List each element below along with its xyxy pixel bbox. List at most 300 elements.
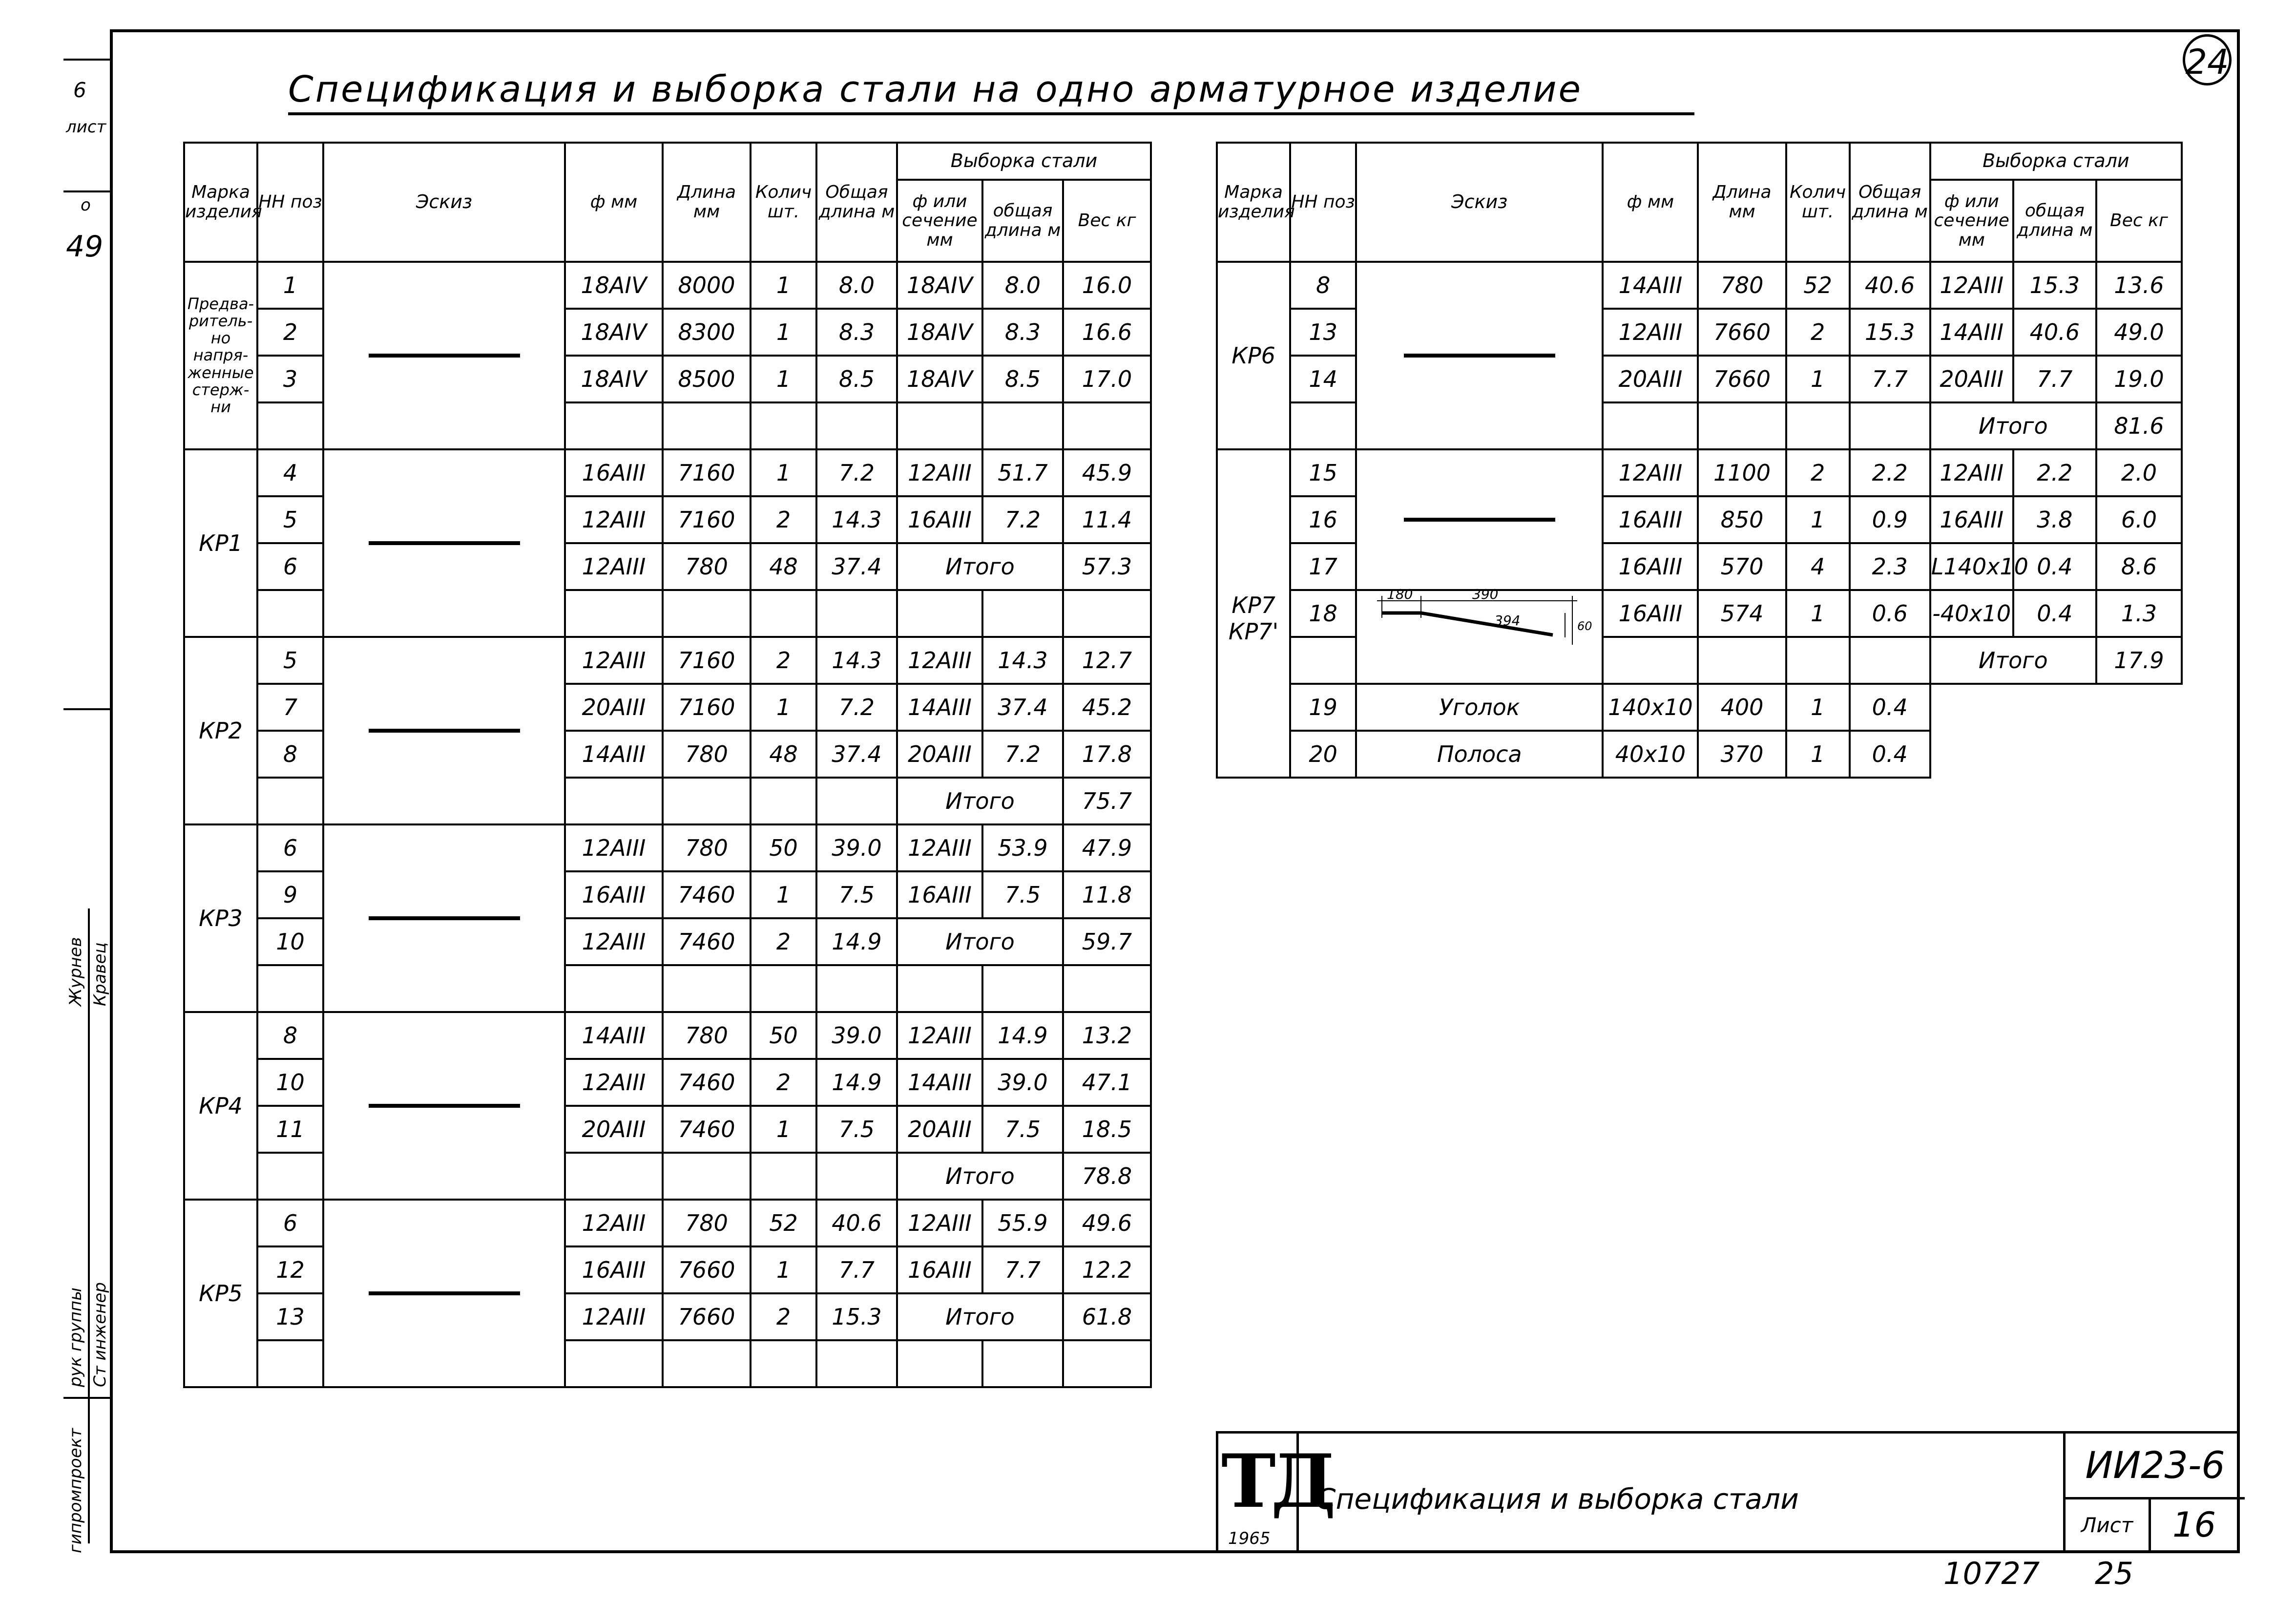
cell-pos: 9: [257, 871, 323, 918]
cell-length: 7660: [1698, 309, 1786, 356]
cell-phi: 16AIII: [565, 1246, 663, 1293]
footer-number-2: 25: [2095, 1556, 2133, 1591]
table-row: [184, 1012, 1151, 1059]
cell-length: 780: [663, 731, 751, 778]
dim-60: 60: [1577, 619, 1592, 633]
header-vyborka: Выборка стали: [897, 143, 1151, 180]
cell-pos: 8: [257, 731, 323, 778]
bent-bar-slope: [1421, 613, 1553, 635]
cell-total-length: [816, 778, 897, 824]
cell-length: 8000: [663, 262, 751, 309]
cell-length: 7460: [663, 1106, 751, 1153]
cell-itogo: Итого: [897, 543, 1063, 590]
cell-v-weight: 47.9: [1063, 824, 1151, 871]
cell-length: 7460: [663, 918, 751, 965]
cell-phi: 14AIII: [1603, 262, 1698, 309]
cell-v-length: 3.8: [2013, 496, 2096, 543]
bent-bar-sketch: [1362, 586, 1597, 654]
strip-divider: [88, 908, 90, 1543]
cell-v-weight: 59.7: [1063, 918, 1151, 965]
cell-pos: [1290, 402, 1356, 449]
cell-phi: 18AIV: [565, 356, 663, 402]
header-phi: ф мм: [1603, 143, 1698, 262]
cell-qty: 1: [751, 262, 816, 309]
cell-phi: 12AIII: [1603, 449, 1698, 496]
cell-v-length: [982, 1340, 1063, 1387]
cell-qty: 1: [751, 1106, 816, 1153]
cell-itogo: Итого: [1930, 637, 2096, 684]
cell-phi: 14AIII: [565, 1012, 663, 1059]
cell-phi: 18AIV: [565, 309, 663, 356]
cell-total-length: 40.6: [1850, 262, 1930, 309]
cell-v-weight: 49.6: [1063, 1200, 1151, 1246]
cell-qty: [751, 590, 816, 637]
cell-qty: 2: [751, 1059, 816, 1106]
cell-total-length: 7.7: [1850, 356, 1930, 402]
cell-itogo: Итого: [1930, 402, 2096, 449]
header-marka: Марка изделия: [184, 143, 257, 262]
cell-phi: 12AIII: [565, 1293, 663, 1340]
cell-total-length: 14.9: [816, 1059, 897, 1106]
cell-sketch: [1356, 262, 1603, 449]
cell-pos: 13: [257, 1293, 323, 1340]
cell-v-length: [982, 402, 1063, 449]
footer-number-1: 10727: [1943, 1556, 2040, 1591]
cell-v-length: 51.7: [982, 449, 1063, 496]
cell-qty: 1: [1786, 356, 1850, 402]
header-phi: ф мм: [565, 143, 663, 262]
cell-v-section: 12AIII: [1930, 449, 2013, 496]
straight-bar-sketch: [369, 1291, 520, 1295]
cell-total-length: 7.7: [816, 1246, 897, 1293]
cell-length: [663, 402, 751, 449]
group-mark: КР3: [184, 824, 257, 1012]
spec-table-left: [183, 142, 1152, 1388]
table-row: [184, 824, 1151, 871]
cell-phi: 12AIII: [1603, 309, 1698, 356]
dim-394: 394: [1494, 612, 1521, 629]
cell-total-length: 15.3: [816, 1293, 897, 1340]
cell-v-weight: 19.0: [2096, 356, 2182, 402]
cell-qty: 2: [1786, 309, 1850, 356]
cell-sketch-bent: [1356, 586, 1603, 684]
cell-pos: 10: [257, 918, 323, 965]
cell-qty: 52: [751, 1200, 816, 1246]
straight-bar-sketch: [369, 541, 520, 545]
cell-phi: [565, 1153, 663, 1200]
cell-v-length: 7.7: [2013, 356, 2096, 402]
cell-total-length: [816, 1153, 897, 1200]
cell-length: 780: [663, 824, 751, 871]
cell-length: [1698, 637, 1786, 684]
cell-qty: 1: [751, 309, 816, 356]
cell-total-length: [816, 965, 897, 1012]
table-row: [1217, 684, 2182, 731]
table-row: [1217, 590, 2182, 637]
cell-qty: 48: [751, 731, 816, 778]
cell-phi: 12AIII: [565, 1200, 663, 1246]
strip-label-3: о: [81, 195, 91, 215]
cell-pos: 7: [257, 684, 323, 731]
cell-v-weight: 16.6: [1063, 309, 1151, 356]
header-vyborka: Выборка стали: [1930, 143, 2182, 180]
cell-phi: [565, 778, 663, 824]
cell-pos: [1290, 637, 1356, 684]
cell-v-weight: 78.8: [1063, 1153, 1151, 1200]
cell-sketch: [323, 262, 565, 449]
cell-pos: 5: [257, 496, 323, 543]
cell-total-length: 0.4: [1850, 684, 1930, 731]
cell-v-length: 14.3: [982, 637, 1063, 684]
header-qty: Колич шт.: [751, 143, 816, 262]
cell-length: 370: [1698, 731, 1786, 778]
cell-v-length: 7.7: [982, 1246, 1063, 1293]
cell-qty: 1: [751, 684, 816, 731]
cell-phi: [1603, 637, 1698, 684]
cell-v-weight: [1063, 1340, 1151, 1387]
cell-total-length: 37.4: [816, 543, 897, 590]
cell-v-section: 18AIV: [897, 262, 982, 309]
group-mark: КР6: [1217, 262, 1290, 449]
cell-phi: 12AIII: [565, 918, 663, 965]
header-length: Длина мм: [1698, 143, 1786, 262]
cell-total-length: 15.3: [1850, 309, 1930, 356]
cell-v-length: 53.9: [982, 824, 1063, 871]
cell-v-length: 0.4: [2013, 543, 2096, 590]
cell-pos: 18: [1290, 590, 1356, 637]
header-v-section: ф или сечение мм: [897, 180, 982, 262]
cell-pos: [257, 590, 323, 637]
strip-name-1: Журнев: [66, 937, 85, 1006]
group-mark-kr7-prime: КР7': [1228, 618, 1279, 645]
cell-v-weight: 11.8: [1063, 871, 1151, 918]
header-v-weight: Вес кг: [1063, 180, 1151, 262]
cell-v-section: 12AIII: [897, 637, 982, 684]
cell-pos: 11: [257, 1106, 323, 1153]
cell-length: [663, 965, 751, 1012]
cell-phi: 20AIII: [565, 684, 663, 731]
cell-total-length: 14.3: [816, 496, 897, 543]
cell-v-weight: 13.2: [1063, 1012, 1151, 1059]
cell-qty: 1: [1786, 684, 1850, 731]
dim-390: 390: [1472, 586, 1499, 602]
cell-length: 780: [663, 543, 751, 590]
cell-phi: 18AIV: [565, 262, 663, 309]
cell-length: 7160: [663, 684, 751, 731]
cell-v-weight: 45.9: [1063, 449, 1151, 496]
cell-pos: 12: [257, 1246, 323, 1293]
cell-v-length: 7.5: [982, 1106, 1063, 1153]
cell-v-section: [897, 1340, 982, 1387]
cell-phi: [1603, 402, 1698, 449]
strip-label-4: 49: [66, 230, 104, 264]
cell-v-section: [897, 402, 982, 449]
cell-total-length: 7.5: [816, 871, 897, 918]
cell-total-length: 0.9: [1850, 496, 1930, 543]
cell-phi: 16AIII: [565, 449, 663, 496]
cell-sketch: [323, 1012, 565, 1200]
cell-v-length: 8.3: [982, 309, 1063, 356]
cell-qty: [751, 1340, 816, 1387]
cell-v-weight: 81.6: [2096, 402, 2182, 449]
cell-phi: 12AIII: [565, 543, 663, 590]
cell-total-length: 2.2: [1850, 449, 1930, 496]
cell-qty: 2: [751, 496, 816, 543]
cell-phi: 16AIII: [1603, 543, 1698, 590]
cell-pos: 19: [1290, 684, 1356, 731]
cell-v-weight: 1.3: [2096, 590, 2182, 637]
cell-qty: 1: [751, 871, 816, 918]
group-mark: КР1: [184, 449, 257, 637]
cell-total-length: 14.3: [816, 637, 897, 684]
sheet-number: 24: [2183, 34, 2232, 85]
cell-length: 7160: [663, 449, 751, 496]
cell-length: 7660: [1698, 356, 1786, 402]
cell-phi: 40x10: [1603, 731, 1698, 778]
cell-v-section: 12AIII: [897, 1200, 982, 1246]
cell-total-length: 7.5: [816, 1106, 897, 1153]
cell-qty: 48: [751, 543, 816, 590]
cell-total-length: 7.2: [816, 449, 897, 496]
straight-bar-sketch: [369, 729, 520, 733]
straight-bar-sketch: [1404, 354, 1555, 358]
cell-length: 7160: [663, 637, 751, 684]
cell-length: 1100: [1698, 449, 1786, 496]
cell-v-section: 12AIII: [897, 824, 982, 871]
table-row: [184, 262, 1151, 309]
cell-sketch: [323, 449, 565, 637]
cell-v-section: 16AIII: [897, 1246, 982, 1293]
title-block-list-label: Лист: [2063, 1497, 2151, 1553]
cell-phi: [565, 402, 663, 449]
cell-sketch: [323, 637, 565, 824]
cell-total-length: [816, 1340, 897, 1387]
cell-total-length: 39.0: [816, 824, 897, 871]
spec-table-right: [1216, 142, 2183, 779]
strip-org: гипромпроект: [66, 1428, 85, 1553]
header-row: [184, 143, 1151, 180]
cell-length: [1698, 402, 1786, 449]
cell-phi: [565, 965, 663, 1012]
header-pos: НН поз: [257, 143, 323, 262]
cell-v-section: 14AIII: [1930, 309, 2013, 356]
cell-total-length: [1850, 402, 1930, 449]
cell-v-length: 7.5: [982, 871, 1063, 918]
cell-length: 7460: [663, 1059, 751, 1106]
cell-qty: 1: [751, 1246, 816, 1293]
cell-v-empty: [1930, 684, 2182, 778]
cell-qty: 52: [1786, 262, 1850, 309]
cell-v-weight: 18.5: [1063, 1106, 1151, 1153]
cell-qty: 1: [1786, 590, 1850, 637]
cell-pos: 14: [1290, 356, 1356, 402]
cell-total-length: 7.2: [816, 684, 897, 731]
group-mark: Предва- ритель- но напря- женные стерж- ни: [184, 262, 257, 449]
cell-v-weight: 11.4: [1063, 496, 1151, 543]
cell-v-section: 12AIII: [897, 1012, 982, 1059]
header-v-length: общая длина м: [982, 180, 1063, 262]
cell-pos: 6: [257, 1200, 323, 1246]
cell-phi: [565, 590, 663, 637]
strip-line: [63, 1397, 110, 1399]
cell-v-weight: 6.0: [2096, 496, 2182, 543]
table-row: [184, 449, 1151, 496]
cell-v-length: 0.4: [2013, 590, 2096, 637]
cell-phi: [565, 1340, 663, 1387]
cell-v-length: 55.9: [982, 1200, 1063, 1246]
straight-bar-sketch: [369, 1104, 520, 1108]
cell-v-weight: 49.0: [2096, 309, 2182, 356]
cell-pos: [257, 965, 323, 1012]
cell-itogo: Итого: [897, 918, 1063, 965]
cell-total-length: 8.5: [816, 356, 897, 402]
cell-v-weight: 61.8: [1063, 1293, 1151, 1340]
cell-v-section: 14AIII: [897, 684, 982, 731]
cell-length: 7160: [663, 496, 751, 543]
cell-v-length: 7.2: [982, 496, 1063, 543]
cell-v-weight: [1063, 402, 1151, 449]
group-mark-kr7: КР7: [1231, 592, 1275, 618]
cell-pos: 20: [1290, 731, 1356, 778]
cell-total-length: 0.4: [1850, 731, 1930, 778]
cell-v-section: 16AIII: [897, 496, 982, 543]
cell-total-length: [1850, 637, 1930, 684]
cell-v-section: [897, 590, 982, 637]
cell-v-weight: 13.6: [2096, 262, 2182, 309]
cell-length: 780: [1698, 262, 1786, 309]
cell-total-length: [816, 402, 897, 449]
page-title: Спецификация и выборка стали на одно арматурное изделие: [288, 68, 1694, 115]
title-block-code: ИИ23-6: [2063, 1434, 2245, 1499]
cell-v-length: 8.0: [982, 262, 1063, 309]
cell-v-weight: 17.9: [2096, 637, 2182, 684]
cell-v-weight: 17.8: [1063, 731, 1151, 778]
header-v-section: ф или сечение мм: [1930, 180, 2013, 262]
cell-total-length: 2.3: [1850, 543, 1930, 590]
cell-qty: 50: [751, 824, 816, 871]
cell-length: 570: [1698, 543, 1786, 590]
cell-v-weight: 45.2: [1063, 684, 1151, 731]
cell-sketch-text: Уголок: [1356, 684, 1603, 731]
straight-bar-sketch: [1404, 518, 1555, 522]
cell-v-length: 2.2: [2013, 449, 2096, 496]
cell-length: [663, 1153, 751, 1200]
cell-qty: 1: [751, 449, 816, 496]
cell-phi: 20AIII: [565, 1106, 663, 1153]
title-block-title: Спецификация и выборка стали: [1316, 1482, 1799, 1516]
cell-pos: 15: [1290, 449, 1356, 496]
cell-pos: 16: [1290, 496, 1356, 543]
group-mark: КР5: [184, 1200, 257, 1387]
cell-v-weight: 8.6: [2096, 543, 2182, 590]
cell-qty: 2: [751, 918, 816, 965]
cell-v-weight: 12.7: [1063, 637, 1151, 684]
cell-v-weight: 57.3: [1063, 543, 1151, 590]
cell-pos: 17: [1290, 543, 1356, 590]
cell-phi: 12AIII: [565, 496, 663, 543]
cell-v-section: 12AIII: [897, 449, 982, 496]
cell-v-section: 12AIII: [1930, 262, 2013, 309]
cell-pos: 8: [1290, 262, 1356, 309]
cell-pos: [257, 1153, 323, 1200]
group-mark: КР2: [184, 637, 257, 824]
straight-bar-sketch: [369, 354, 520, 358]
cell-v-section: 18AIV: [897, 309, 982, 356]
cell-v-weight: 2.0: [2096, 449, 2182, 496]
cell-length: 7660: [663, 1246, 751, 1293]
cell-v-weight: 16.0: [1063, 262, 1151, 309]
cell-length: 574: [1698, 590, 1786, 637]
cell-v-section: L140x10: [1930, 543, 2013, 590]
cell-length: 780: [663, 1012, 751, 1059]
cell-pos: 10: [257, 1059, 323, 1106]
cell-pos: 2: [257, 309, 323, 356]
strip-label-1: 6: [73, 78, 86, 102]
cell-total-length: 37.4: [816, 731, 897, 778]
cell-v-weight: 12.2: [1063, 1246, 1151, 1293]
dim-180: 180: [1386, 586, 1413, 602]
cell-pos: [257, 778, 323, 824]
cell-v-weight: 17.0: [1063, 356, 1151, 402]
cell-qty: [751, 778, 816, 824]
cell-phi: 12AIII: [565, 637, 663, 684]
header-row: [1217, 143, 2182, 180]
cell-v-length: 14.9: [982, 1012, 1063, 1059]
cell-pos: 5: [257, 637, 323, 684]
cell-qty: 2: [751, 637, 816, 684]
cell-v-section: 16AIII: [1930, 496, 2013, 543]
cell-v-weight: 47.1: [1063, 1059, 1151, 1106]
cell-qty: [1786, 402, 1850, 449]
cell-v-length: 37.4: [982, 684, 1063, 731]
cell-pos: 8: [257, 1012, 323, 1059]
cell-v-section: [897, 965, 982, 1012]
cell-qty: 2: [1786, 449, 1850, 496]
cell-phi: 16AIII: [1603, 496, 1698, 543]
cell-phi: 14AIII: [565, 731, 663, 778]
cell-total-length: 8.0: [816, 262, 897, 309]
cell-itogo: Итого: [897, 1153, 1063, 1200]
cell-v-length: [982, 965, 1063, 1012]
cell-pos: 1: [257, 262, 323, 309]
cell-length: 850: [1698, 496, 1786, 543]
cell-phi: 16AIII: [565, 871, 663, 918]
cell-v-weight: [1063, 965, 1151, 1012]
cell-v-section: 16AIII: [897, 871, 982, 918]
cell-phi: 140x10: [1603, 684, 1698, 731]
cell-sketch: [1356, 449, 1603, 590]
cell-v-section: 14AIII: [897, 1059, 982, 1106]
cell-qty: [1786, 637, 1850, 684]
cell-v-section: 20AIII: [897, 1106, 982, 1153]
straight-bar-sketch: [369, 916, 520, 920]
header-pos: НН поз: [1290, 143, 1356, 262]
cell-v-length: 8.5: [982, 356, 1063, 402]
strip-line: [63, 59, 110, 61]
cell-total-length: 39.0: [816, 1012, 897, 1059]
group-mark: [1217, 449, 1290, 778]
strip-role-1: рук группы: [66, 1287, 85, 1387]
cell-phi: 16AIII: [1603, 590, 1698, 637]
header-total-length: Общая длина м: [816, 143, 897, 262]
table-row: [1217, 449, 2182, 496]
cell-v-weight: [1063, 590, 1151, 637]
cell-v-length: 39.0: [982, 1059, 1063, 1106]
cell-pos: 3: [257, 356, 323, 402]
cell-sketch-text: Полоса: [1356, 731, 1603, 778]
cell-qty: [751, 402, 816, 449]
strip-line: [63, 190, 110, 192]
